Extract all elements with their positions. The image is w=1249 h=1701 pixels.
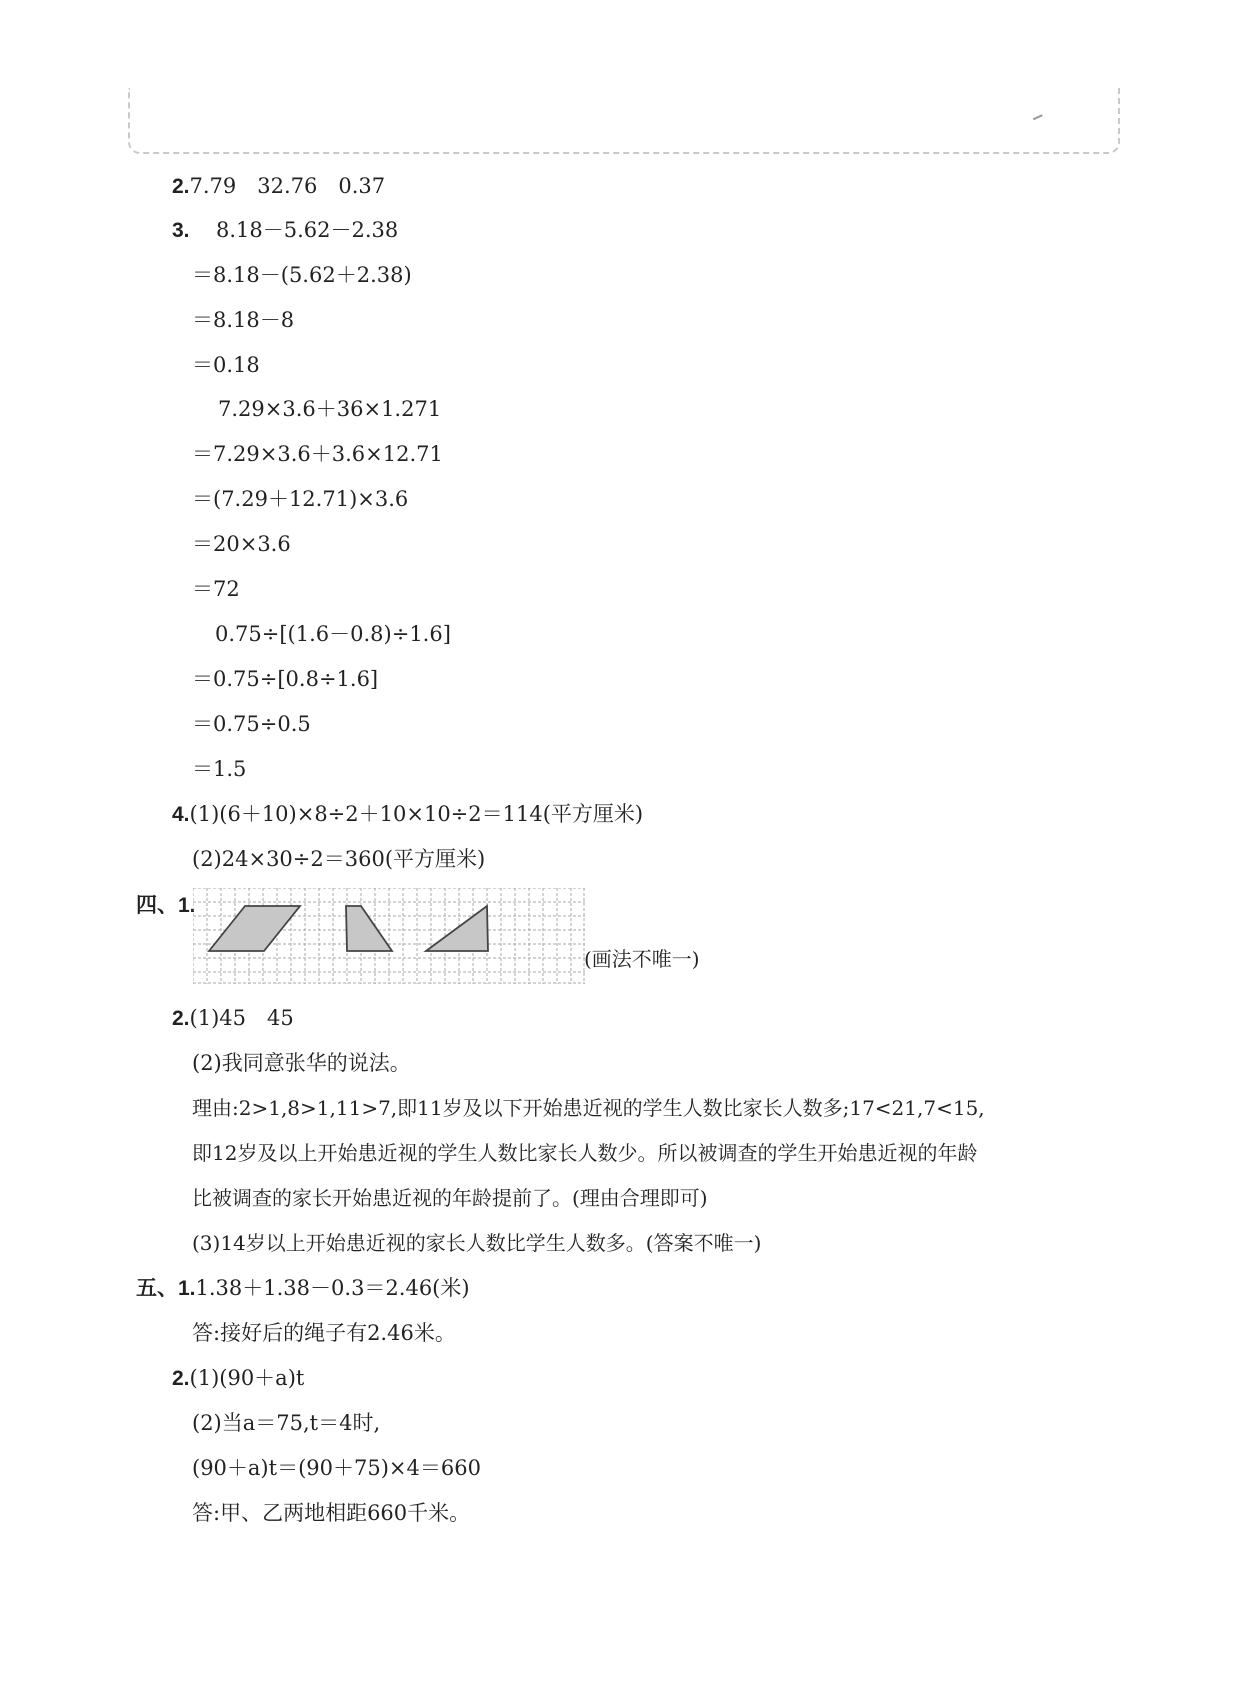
shapes-grid-figure xyxy=(193,888,585,984)
answer-4-line xyxy=(172,801,643,828)
section-4-2-line xyxy=(172,1005,294,1032)
section-4-line xyxy=(136,892,196,919)
calc-step: ＝0.75÷[0.8÷1.6] xyxy=(192,667,379,691)
answer-text: (2)当a＝75,t＝4时, xyxy=(192,1411,381,1435)
calc-step: 7.29×3.6＋36×1.271 xyxy=(218,397,442,421)
calc-step: ＝1.5 xyxy=(192,757,247,781)
question-number: 四、1. xyxy=(136,894,196,917)
triangle-shape xyxy=(426,906,488,951)
answer-text: (1)(90＋a)t xyxy=(189,1366,305,1390)
trapezoid-shape xyxy=(346,906,392,951)
answer-text: 答:甲、乙两地相距660千米。 xyxy=(192,1501,471,1525)
answer-text: (2)我同意张华的说法。 xyxy=(192,1051,411,1075)
calc-step: ＝8.18－8 xyxy=(192,308,295,332)
calc-step: ＝7.29×3.6＋3.6×12.71 xyxy=(192,442,443,466)
answer-text: (2)24×30÷2＝360(平方厘米) xyxy=(192,847,486,871)
answer-text: 答:接好后的绳子有2.46米。 xyxy=(192,1321,456,1345)
drawing-note: (画法不唯一) xyxy=(584,947,700,971)
answer-text: 8.18－5.62－2.38 xyxy=(216,218,399,242)
answer-3-line xyxy=(172,217,398,244)
answer-text: 7.79 32.76 0.37 xyxy=(189,174,386,198)
question-number: 2. xyxy=(172,1367,190,1390)
reason-text: 即12岁及以上开始患近视的学生人数比家长人数少。所以被调查的学生开始患近视的年龄 xyxy=(192,1141,978,1165)
calc-step: ＝72 xyxy=(192,577,240,601)
calc-step: ＝8.18－(5.62＋2.38) xyxy=(192,263,412,287)
question-number: 2. xyxy=(172,175,190,198)
calc-step: 0.75÷[(1.6－0.8)÷1.6] xyxy=(215,622,451,646)
section-5-line xyxy=(136,1275,470,1302)
answer-2-line xyxy=(172,173,385,200)
parallelogram-shape xyxy=(209,906,300,951)
reason-text: 理由:2>1,8>1,11>7,即11岁及以下开始患近视的学生人数比家长人数多;17<21,7<15, xyxy=(192,1096,985,1120)
question-number: 3. xyxy=(172,219,190,242)
answer-text: 1.38＋1.38－0.3＝2.46(米) xyxy=(195,1276,470,1300)
section-5-2-line xyxy=(172,1365,304,1392)
question-number: 2. xyxy=(172,1007,190,1030)
question-number: 4. xyxy=(172,803,190,826)
calc-step: ＝0.18 xyxy=(192,353,260,377)
calc-step: ＝20×3.6 xyxy=(192,532,291,556)
answer-text: (1)(6＋10)×8÷2＋10×10÷2＝114(平方厘米) xyxy=(189,802,644,826)
page-header-frame xyxy=(128,88,1120,154)
reason-text: 比被调查的家长开始患近视的年龄提前了。(理由合理即可) xyxy=(192,1186,708,1210)
answer-text: (3)14岁以上开始患近视的家长人数比学生人数多。(答案不唯一) xyxy=(192,1231,762,1255)
answer-text: (1)45 45 xyxy=(189,1006,294,1030)
question-number: 五、1. xyxy=(136,1277,196,1300)
calc-step: ＝(7.29＋12.71)×3.6 xyxy=(192,487,409,511)
drawing-grid xyxy=(193,888,585,988)
answer-text: (90＋a)t＝(90＋75)×4＝660 xyxy=(192,1456,481,1480)
calc-step: ＝0.75÷0.5 xyxy=(192,712,311,736)
